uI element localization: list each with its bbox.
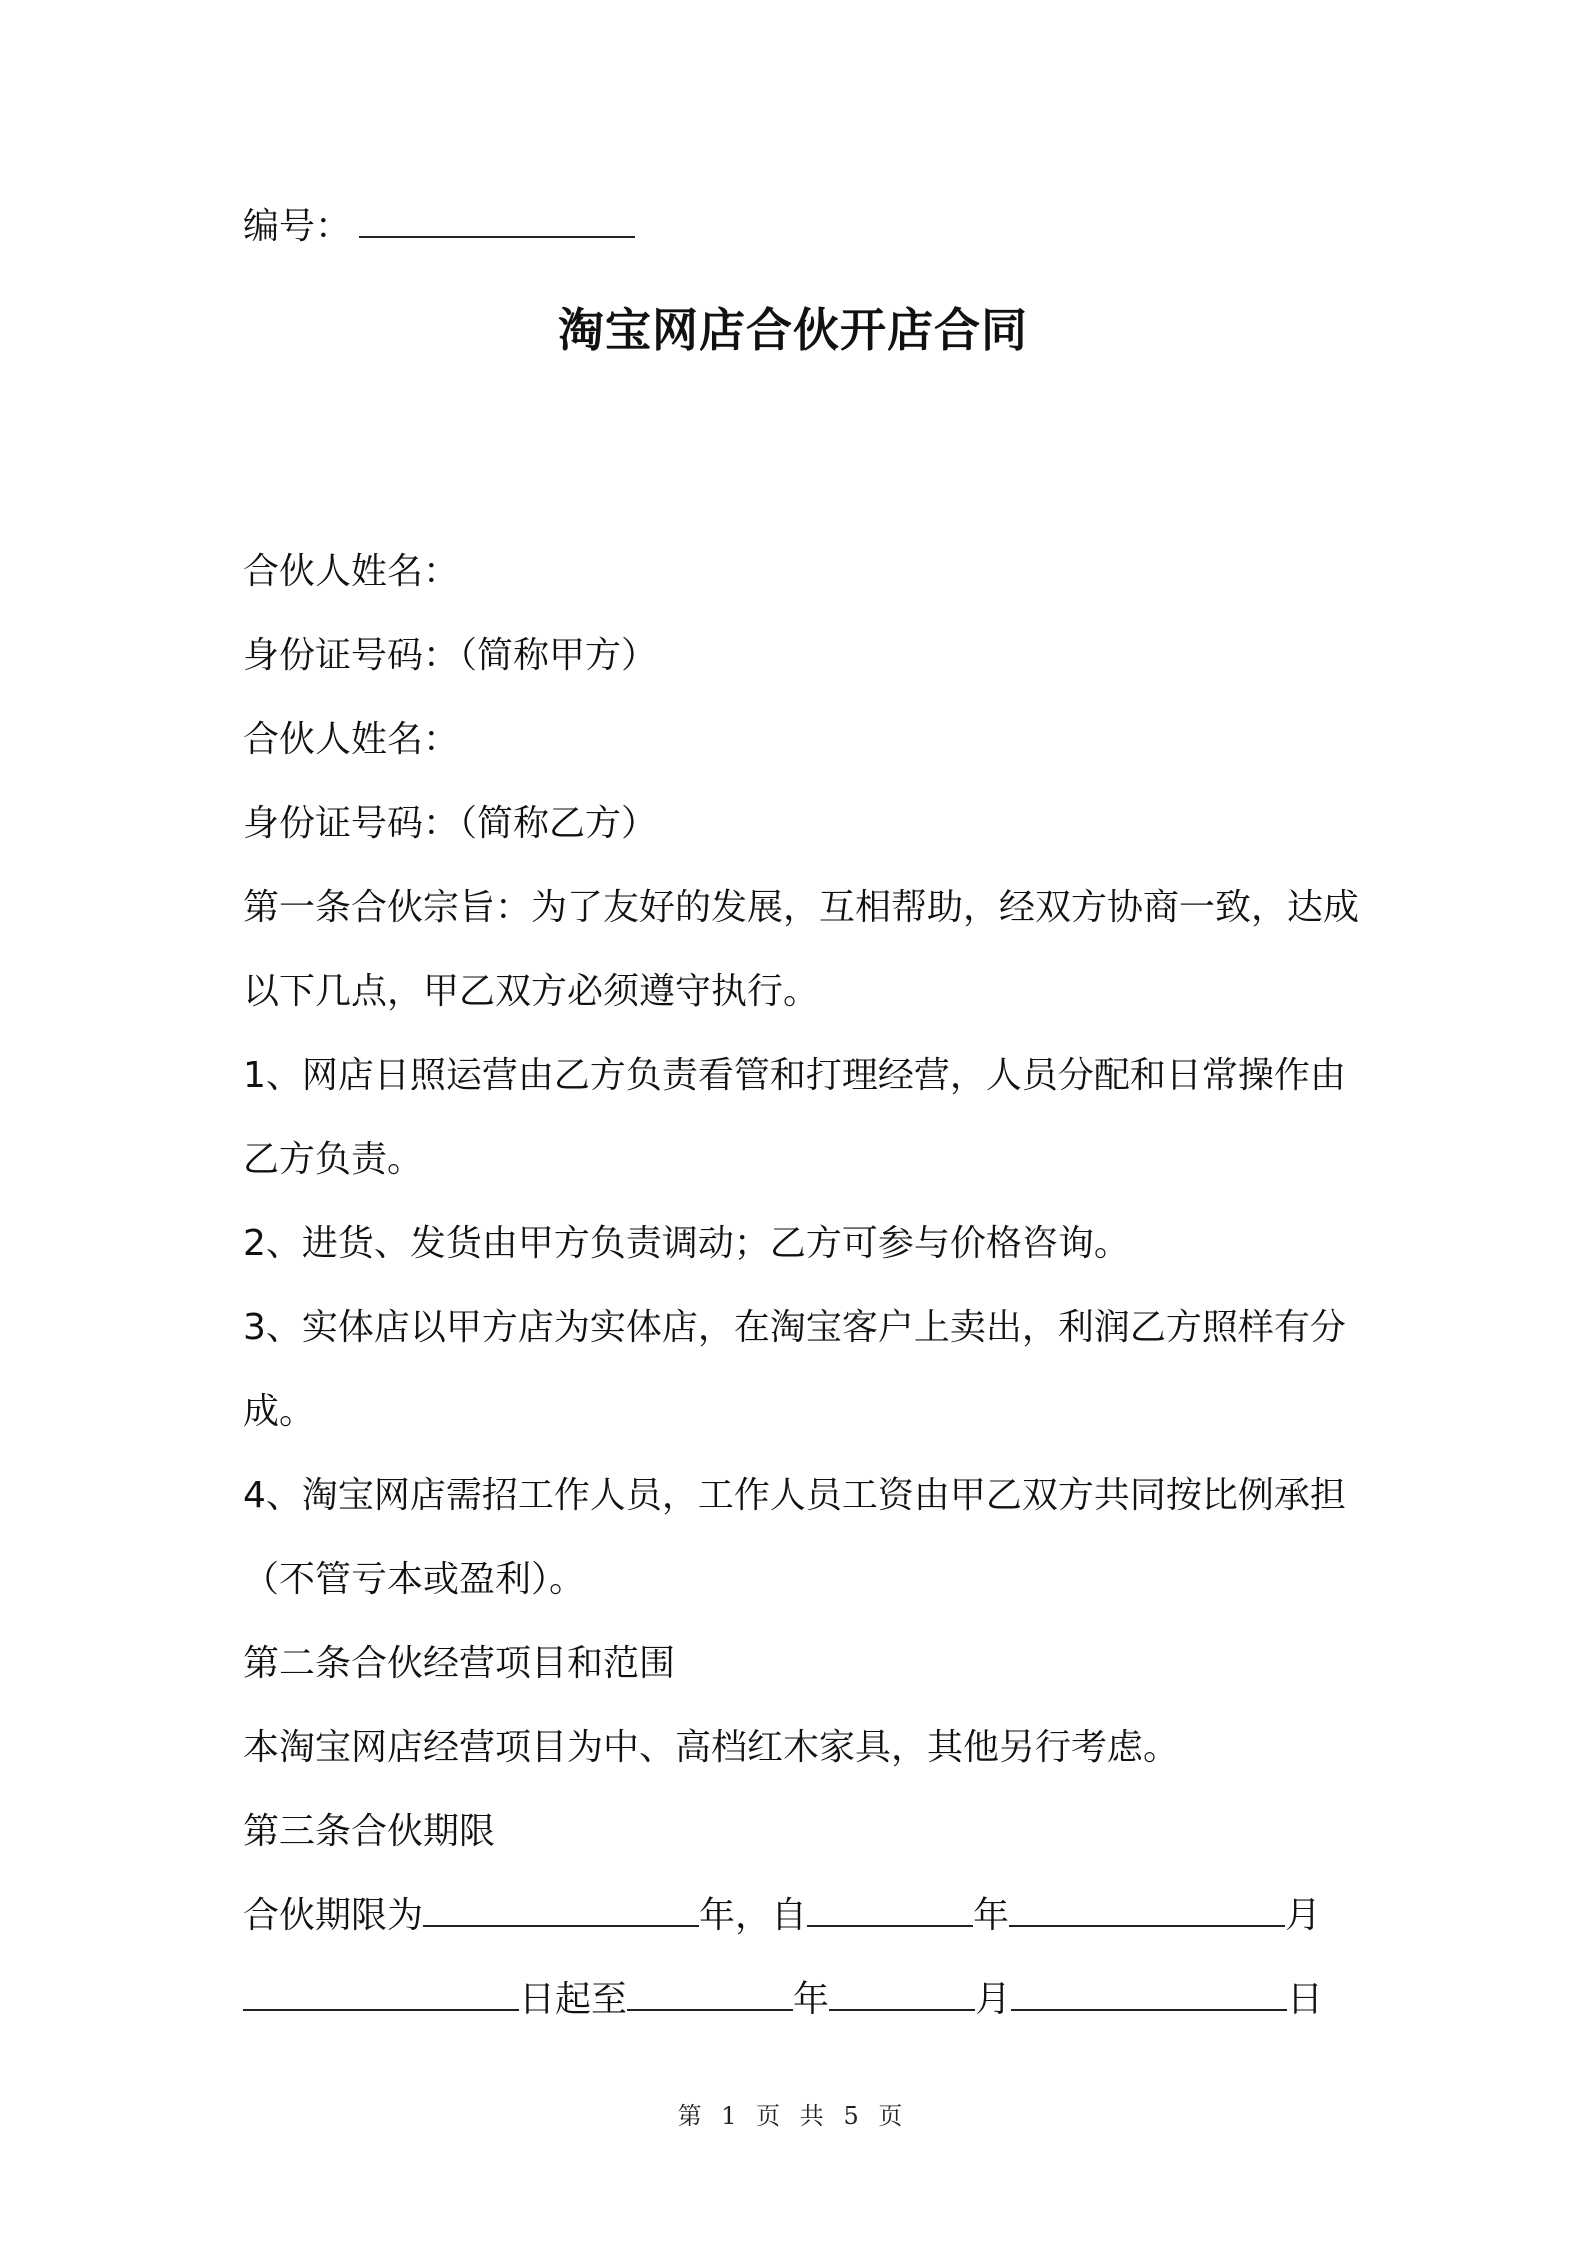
period-day-label: 日起至: [519, 1979, 628, 2020]
period-month-label: 月: [1285, 1895, 1322, 1936]
document-number-blank: [359, 200, 635, 238]
document-body: [243, 530, 1363, 2042]
document-number-label: 编号：: [243, 206, 352, 247]
paragraph: 第一条合伙宗旨：为了友好的发展，互相帮助，经双方协商一致，达成以下几点，甲乙双方必须遵守执行。: [243, 887, 1360, 1012]
paragraph: 本淘宝网店经营项目为中、高档红木家具，其他另行考虑。: [243, 1727, 1180, 1768]
end-day-blank: [1011, 1975, 1287, 2011]
start-year-blank: [807, 1891, 973, 1927]
start-month-blank: [1009, 1891, 1285, 1927]
end-month-blank: [829, 1975, 975, 2011]
paragraph: 4、淘宝网店需招工作人员，工作人员工资由甲乙双方共同按比例承担（不管亏本或盈利）。: [243, 1475, 1346, 1600]
start-day-blank: [243, 1975, 519, 2011]
paragraph: 身份证号码：（简称乙方）: [243, 803, 658, 844]
paragraph: 1、网店日照运营由乙方负责看管和打理经营，人员分配和日常操作由乙方负责。: [243, 1055, 1346, 1180]
paragraph: 2、进货、发货由甲方负责调动；乙方可参与价格咨询。: [243, 1223, 1130, 1264]
page-footer: 第 1 页 共 5 页: [677, 2102, 909, 2130]
period-prefix: 合伙期限为: [243, 1895, 424, 1936]
document-title: 淘宝网店合伙开店合同: [558, 303, 1028, 357]
period-line-2: [243, 1958, 1363, 2042]
period-line-1: [243, 1874, 1363, 1958]
period-end-day-label: 日: [1287, 1979, 1324, 2020]
period-year-label: 年，自: [699, 1895, 808, 1936]
end-year-blank: [627, 1975, 793, 2011]
period-end-year-label: 年: [793, 1979, 830, 2020]
years-blank: [423, 1891, 699, 1927]
paragraph: 身份证号码：（简称甲方）: [243, 635, 658, 676]
paragraph: 合伙人姓名：: [243, 719, 460, 760]
paragraph: 合伙人姓名：: [243, 551, 460, 592]
period-year2-label: 年: [973, 1895, 1010, 1936]
section-heading: 第二条合伙经营项目和范围: [243, 1643, 676, 1684]
document-number: [243, 200, 635, 252]
period-end-month-label: 月: [975, 1979, 1012, 2020]
paragraph: 3、实体店以甲方店为实体店，在淘宝客户上卖出，利润乙方照样有分成。: [243, 1307, 1346, 1432]
section-heading: 第三条合伙期限: [243, 1811, 496, 1852]
